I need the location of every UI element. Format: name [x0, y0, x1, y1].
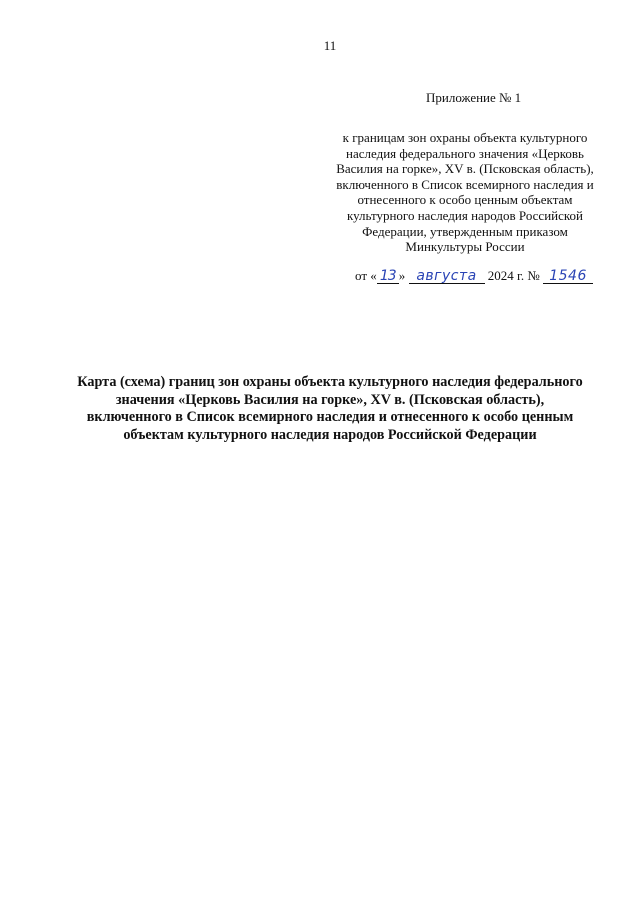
map-title	[45, 374, 615, 444]
handwritten-day: 13	[377, 269, 399, 284]
appendix-title: Приложение № 1	[426, 90, 522, 105]
appendix-reference	[320, 130, 610, 255]
order-date-line	[355, 268, 593, 284]
appendix-reference-line: Василия на горке», XV в. (Псковская область),	[336, 161, 594, 177]
order-year-text: 2024 г. №	[487, 268, 540, 283]
appendix-reference-line: Федерации, утвержденным приказом	[362, 223, 568, 239]
appendix-reference-line: включенного в Список всемирного наследия и	[336, 176, 594, 192]
appendix-reference-line: культурного наследия народов Российской	[346, 207, 583, 223]
map-title-line: объектам культурного наследия народов Российской Федерации	[123, 426, 537, 443]
page-number: 11	[323, 38, 337, 53]
quote-close: »	[398, 268, 406, 283]
handwritten-month: августа	[409, 269, 485, 284]
map-title-line: значения «Церковь Василия на горке», XV в. (Псковская область),	[115, 391, 545, 408]
map-title-line: Карта (схема) границ зон охраны объекта культурного наследия федерального	[77, 374, 583, 390]
appendix-reference-line: к границам зон охраны объекта культурного	[342, 130, 588, 145]
appendix-reference-line: Минкультуры России	[405, 239, 525, 255]
map-title-line: включенного в Список всемирного наследия и отнесенного к особо ценным	[86, 409, 574, 426]
order-prefix: от «	[355, 268, 377, 283]
appendix-reference-line: наследия федерального значения «Церковь	[346, 145, 584, 161]
handwritten-order-number: 1546	[543, 269, 593, 284]
appendix-reference-line: отнесенного к особо ценным объектам	[357, 192, 573, 208]
